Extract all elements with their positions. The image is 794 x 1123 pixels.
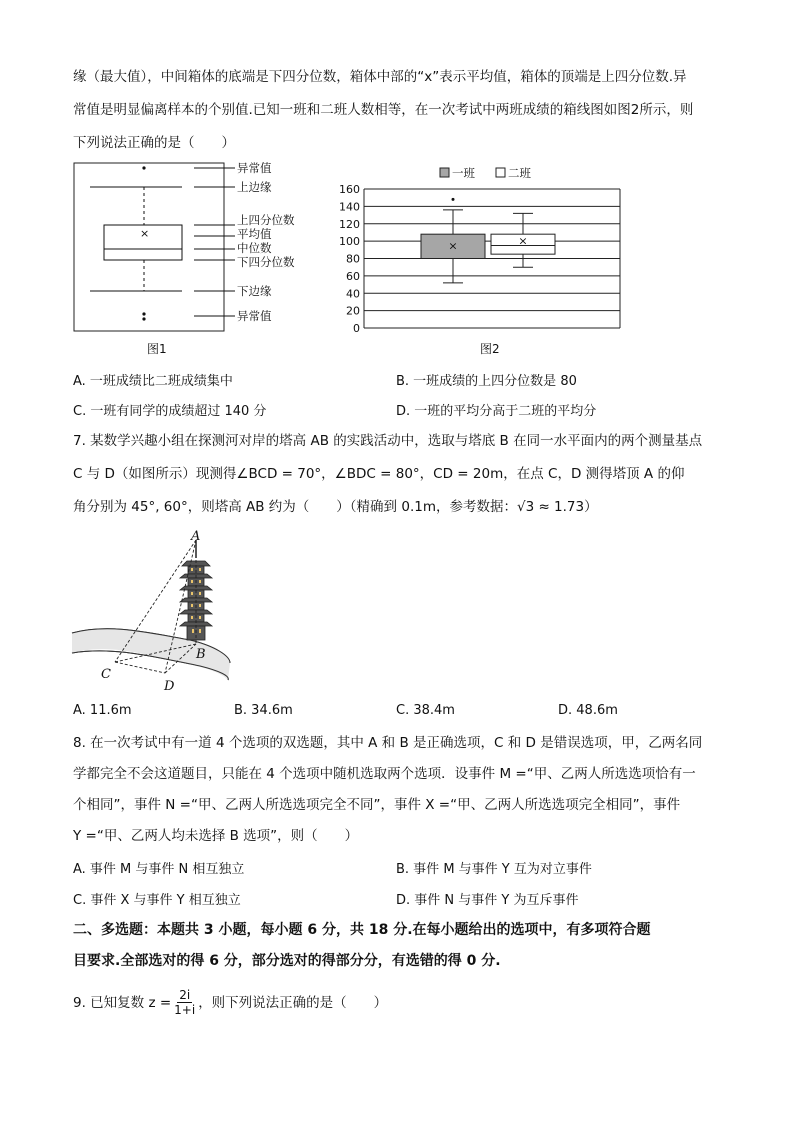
q9-suffix: ，则下列说法正确的是（ ） <box>198 994 388 1011</box>
q9-numerator: 2i <box>179 988 191 1002</box>
q9-stem <box>73 988 387 1017</box>
figure-q7-pagoda <box>70 528 240 698</box>
mean-marker-2: × <box>518 234 528 248</box>
ytick-label-160: 160 <box>339 183 360 196</box>
q6-line-2: 常值是明显偏离样本的个别值.已知一班和二班人数相等，在一次考试中两班成绩的箱线图如图2所示，则 <box>73 102 694 118</box>
fig1-label-q1: 下四分位数 <box>237 255 295 269</box>
q8-option-a[interactable]: A. 事件 M 与事件 N 相互独立 <box>73 862 245 877</box>
legend-label-1: 一班 <box>452 166 475 180</box>
section-2-heading-line-2: 目要求.全部选对的得 6 分，部分选对的得部分分，有选错的得 0 分. <box>73 953 501 969</box>
q6-line-3: 下列说法正确的是（ ） <box>73 135 235 151</box>
q7-line-2: C 与 D（如图所示）现测得∠BCD = 70°，∠BDC = 80°，CD = 20m，在点 C，D 测得塔顶 A 的仰 <box>73 466 685 482</box>
outlier-1-1 <box>452 198 455 201</box>
q7-line-1: 7. 某数学兴趣小组在探测河对岸的塔高 AB 的实践活动中，选取与塔底 B 在同一水平面内的两个测量基点 <box>73 433 703 449</box>
ytick-label-80: 80 <box>346 252 360 266</box>
figure-2-caption: 图2 <box>480 342 500 356</box>
legend-swatch-1 <box>440 168 449 177</box>
point-c-label: C <box>101 667 111 682</box>
fig1-outlier-top <box>142 166 145 169</box>
svg-text:×: × <box>140 227 150 240</box>
q8-line-2: 学都完全不会这道题目，只能在 4 个选项中随机选取两个选项．设事件 M =“甲、乙两人所选选项恰有一 <box>73 766 696 782</box>
q8-option-d[interactable]: D. 事件 N 与事件 Y 为互斥事件 <box>396 893 579 908</box>
figure-1-caption: 图1 <box>147 342 167 356</box>
ytick-label-0: 0 <box>353 322 360 335</box>
section-2-heading-line-1: 二、多选题：本题共 3 小题，每小题 6 分，共 18 分.在每小题给出的选项中，有多项符合题 <box>73 922 651 938</box>
fig1-label-q3: 上四分位数 <box>237 213 295 227</box>
q8-line-3: 个相同”，事件 N =“甲、乙两人所选选项完全不同”，事件 X =“甲、乙两人所选选项完全相同”，事件 <box>73 797 681 813</box>
fig1-label-mean: 平均值 <box>237 227 272 241</box>
q7-option-c[interactable]: C. 38.4m <box>396 703 455 718</box>
ytick-label-40: 40 <box>346 287 360 301</box>
q6-option-a[interactable]: A. 一班成绩比二班成绩集中 <box>73 374 233 389</box>
ytick-label-120: 120 <box>339 217 360 231</box>
legend-swatch-2 <box>496 168 505 177</box>
q9-denominator: 1+i <box>174 1003 196 1017</box>
q8-option-c[interactable]: C. 事件 X 与事件 Y 相互独立 <box>73 893 241 908</box>
q6-option-d[interactable]: D. 一班的平均分高于二班的平均分 <box>396 404 597 419</box>
fig1-label-lower-whisker: 下边缘 <box>237 284 272 298</box>
q7-option-a[interactable]: A. 11.6m <box>73 703 132 718</box>
fig1-label-outlier-bottom: 异常值 <box>237 309 272 323</box>
q7-option-b[interactable]: B. 34.6m <box>234 703 293 718</box>
q8-line-1: 8. 在一次考试中有一道 4 个选项的双选题，其中 A 和 B 是正确选项，C 和 D 是错误选项，甲，乙两名同 <box>73 735 703 751</box>
q8-option-b[interactable]: B. 事件 M 与事件 Y 互为对立事件 <box>396 862 592 877</box>
ytick-label-100: 100 <box>339 235 360 249</box>
q9-fraction <box>174 988 195 1017</box>
point-d-label: D <box>164 679 175 694</box>
q7-line-3: 角分别为 45°, 60°，则塔高 AB 约为（ ）（精确到 0.1m，参考数据：√3 ≈ 1.73） <box>73 499 598 515</box>
point-b-label: B <box>196 647 206 662</box>
q9-prefix: 9. 已知复数 z = <box>73 994 172 1011</box>
q7-option-d[interactable]: D. 48.6m <box>558 703 618 718</box>
figure-2-boxplot-chart <box>330 162 630 337</box>
mean-marker-1: × <box>448 239 458 253</box>
fig1-label-outlier-top: 异常值 <box>237 161 272 175</box>
q8-line-4: Y =“甲、乙两人均未选择 B 选项”，则（ ） <box>73 828 359 844</box>
point-a-label: A <box>191 529 201 544</box>
ytick-label-60: 60 <box>346 269 360 283</box>
q6-line-1: 缘（最大值），中间箱体的底端是下四分位数，箱体中部的“x”表示平均值，箱体的顶端是上四分位数.异 <box>73 69 687 85</box>
q6-option-b[interactable]: B. 一班成绩的上四分位数是 80 <box>396 374 577 389</box>
box-2 <box>491 213 555 267</box>
ytick-label-20: 20 <box>346 304 360 318</box>
fig1-label-upper-whisker: 上边缘 <box>237 180 272 194</box>
box-1 <box>421 198 485 283</box>
ytick-label-140: 140 <box>339 200 360 214</box>
legend-label-2: 二班 <box>508 166 531 180</box>
q6-option-c[interactable]: C. 一班有同学的成绩超过 140 分 <box>73 404 267 419</box>
figure-1-boxplot-diagram <box>70 160 320 335</box>
fig1-label-median: 中位数 <box>237 241 272 255</box>
